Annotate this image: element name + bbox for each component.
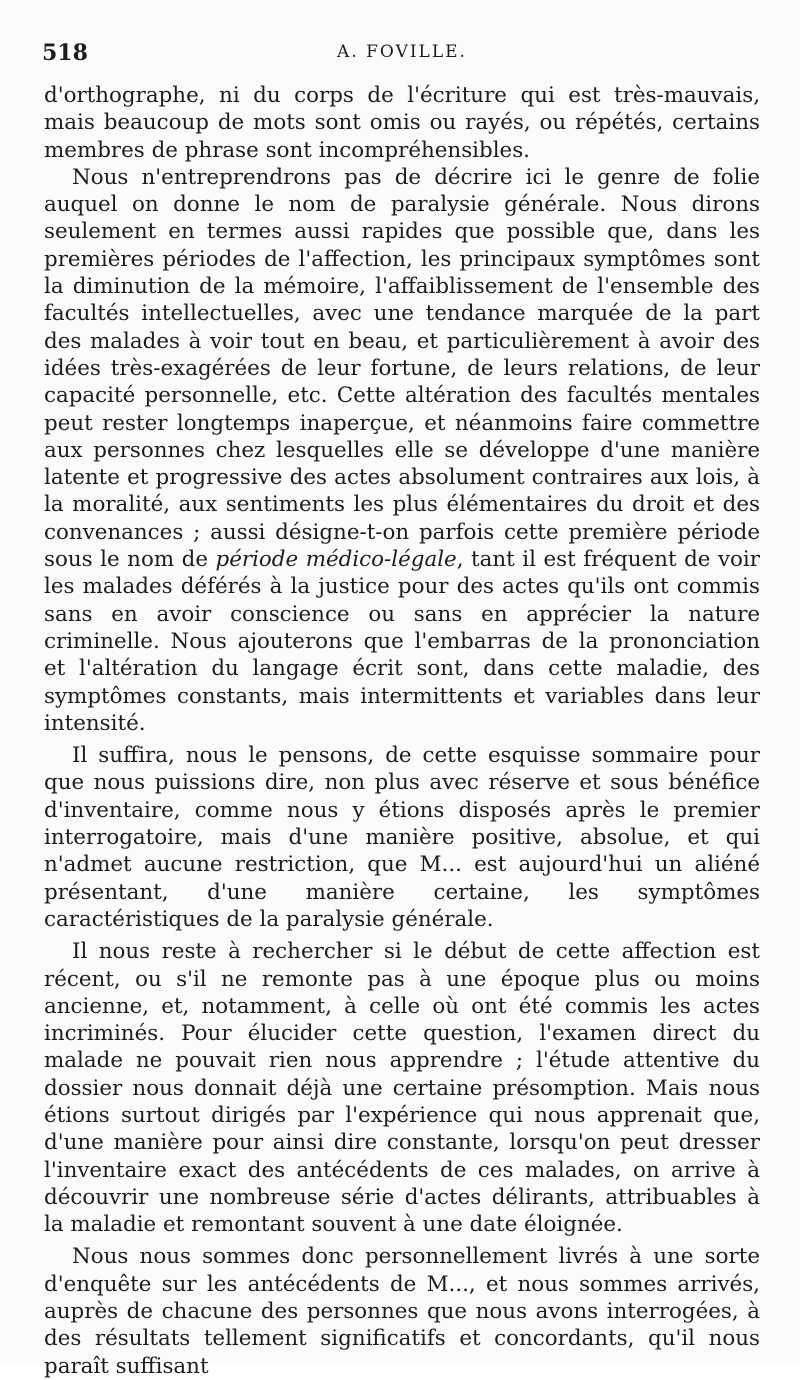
page-number: 518: [42, 40, 88, 66]
paragraph-4-text: Il nous reste à rechercher si le début de cette affection est récent, ou s'il ne remonte pas à une époque plus ou moins ancienne, et, notamment, à celle où ont été commis les actes incriminés. Pour élucider cette question, l'examen direct du malade ne pouvait rien nous apprendre ; l'étude attentive du dossier nous donnait déjà une certaine présomption. Mais nous étions surtout dirigés par l'expérience qui nous apprenait que, d'une manière pour ainsi dire constante, lorsqu'on peut dresser l'inventaire exact des antécédents de ces malades, on arrive à découvrir une nombreuse série d'actes délirants, attribuables à la maladie et remontant souvent à une date éloignée.: [44, 939, 760, 1238]
paragraph-2: [44, 164, 760, 737]
paragraph-5-text: Nous nous sommes donc personnellement livrés à une sorte d'enquête sur les antécédents de M..., et nous sommes arrivés, auprès de chacune des personnes que nous avons interrogées, à des résultats tellement significatifs et concordants, qu'il nous paraît suffisant: [44, 1244, 760, 1379]
paragraph-5: [44, 1243, 760, 1379]
paragraph-2-text: Nous n'entreprendrons pas de décrire ici le genre de folie auquel on donne le nom de paralysie générale. Nous dirons seulement en termes aussi rapides que possible que, dans les premières périodes de l'affection, les principaux symptômes sont la diminution de la mémoire, l'affaiblissement de l'ensemble des facultés intellectuelles, avec une tendance marquée de la part des malades à voir tout en beau, et particulièrement à avoir des idées très-exagérées de leur fortune, de leurs relations, de leur capacité personnelle, etc. Cette altération des facultés mentales peut rester longtemps inaperçue, et néanmoins faire commettre aux personnes chez lesquelles elle se développe d'une manière latente et progressive des actes absolument contraires aux lois, à la moralité, aux sentiments les plus élémentaires du droit et des convenances ; aussi désigne-t-on parfois cette première période sous le nom de: [44, 164, 760, 573]
paragraph-2-italic: période médico-légale: [215, 547, 457, 573]
paragraph-3-text: Il suffira, nous le pensons, de cette esquisse sommaire pour que nous puissions dire, non plus avec réserve et sous bénéfice d'inventaire, comme nous y étions disposés après le premier interrogatoire, mais d'une manière positive, absolue, et qui n'admet aucune restriction, que M... est aujourd'hui un aliéné présentant, d'une manière certaine, les symptômes caractéristiques de la paralysie générale.: [44, 743, 760, 932]
paragraph-1: [44, 82, 760, 164]
running-head: A. FOVILLE.: [337, 42, 467, 62]
page-header: [42, 40, 762, 70]
paragraph-2-text-end: , tant il est fréquent de voir les malades déférés à la justice pour des actes qu'ils ont commis sans en avoir conscience ou sans en apprécier la nature criminelle. Nous ajouterons que l'embarras de la prononciation et l'altération du langage écrit sont, dans cette maladie, des symptômes constants, mais intermittents et variables dans leur intensité.: [44, 547, 760, 736]
body-text: [44, 82, 760, 1380]
paragraph-4: [44, 938, 760, 1238]
paragraph-1-text: d'orthographe, ni du corps de l'écriture qui est très-mauvais, mais beaucoup de mots sont omis ou rayés, ou répétés, certains membres de phrase sont incompréhensibles.: [44, 83, 760, 163]
paragraph-3: [44, 742, 760, 933]
